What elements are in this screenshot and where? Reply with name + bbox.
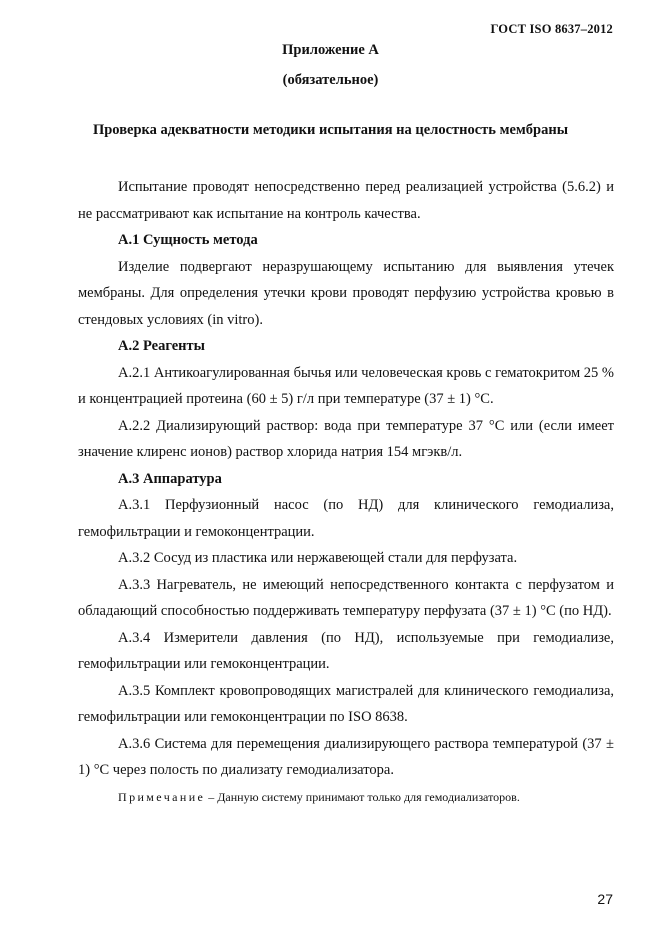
paragraph-a2-1: А.2.1 Антикоагулированная бычья или человеческая кровь с гематокритом 25 % и концентрацией протеина (60 ± 5) г/л при температуре (37 ± 1) °С. xyxy=(78,364,614,407)
document-body xyxy=(78,174,614,807)
section-heading-a3: А.3 Аппаратура xyxy=(118,470,222,487)
section-heading-a1: А.1 Сущность метода xyxy=(118,232,258,248)
paragraph-a3-2: А.3.2 Сосуд из пластика или нержавеющей стали для перфузата. xyxy=(118,550,518,566)
standard-code: ГОСТ ISO 8637–2012 xyxy=(490,22,613,36)
paragraph-a1: Изделие подвергают неразрушающему испытанию для выявления утечек мембраны. Для определения утечки крови проводят перфузию устройства кровью в стендовых условиях (in vitro). xyxy=(78,258,614,328)
paragraph-a3-1: А.3.1 Перфузионный насос (по НД) для клинического гемодиализа, гемофильтрации и гемоконцентрации. xyxy=(78,497,614,540)
paragraph-a3-4: А.3.4 Измерители давления (по НД), используемые при гемодиализе, гемофильтрации или гемоконцентрации. xyxy=(78,629,614,672)
page-number: 27 xyxy=(597,891,613,907)
paragraph-a3-5: А.3.5 Комплект кровопроводящих магистралей для клинического гемодиализа, гемофильтрации или гемоконцентрации по ISO 8638. xyxy=(78,682,614,725)
note-text: – Данную систему принимают только для гемодиализаторов. xyxy=(205,789,520,804)
appendix-subtitle: (обязательное) xyxy=(282,72,379,88)
paragraph-a2-2: А.2.2 Диализирующий раствор: вода при температуре 37 °С или (если имеет значение клиренс ионов) раствор хлорида натрия 154 мгэкв/л. xyxy=(78,417,614,460)
appendix-title: Приложение А xyxy=(282,42,379,58)
paragraph-a3-3: А.3.3 Нагреватель, не имеющий непосредственного контакта с перфузатом и обладающий способностью поддерживать температуру перфузата (37 ± 1) °С (по НД). xyxy=(78,576,614,619)
document-title: Проверка адекватности методики испытания на целостность мембраны xyxy=(92,122,569,138)
paragraph-a3-6: А.3.6 Система для перемещения диализирующего раствора температурой (37 ± 1) °С через полость по диализату гемодиализатора. xyxy=(78,735,614,778)
note-label: Примечание xyxy=(118,789,206,804)
section-heading-a2: А.2 Реагенты xyxy=(118,338,205,354)
note xyxy=(78,787,614,807)
intro-paragraph: Испытание проводят непосредственно перед реализацией устройства (5.6.2) и не рассматривают как испытание на контроль качества. xyxy=(78,179,614,222)
